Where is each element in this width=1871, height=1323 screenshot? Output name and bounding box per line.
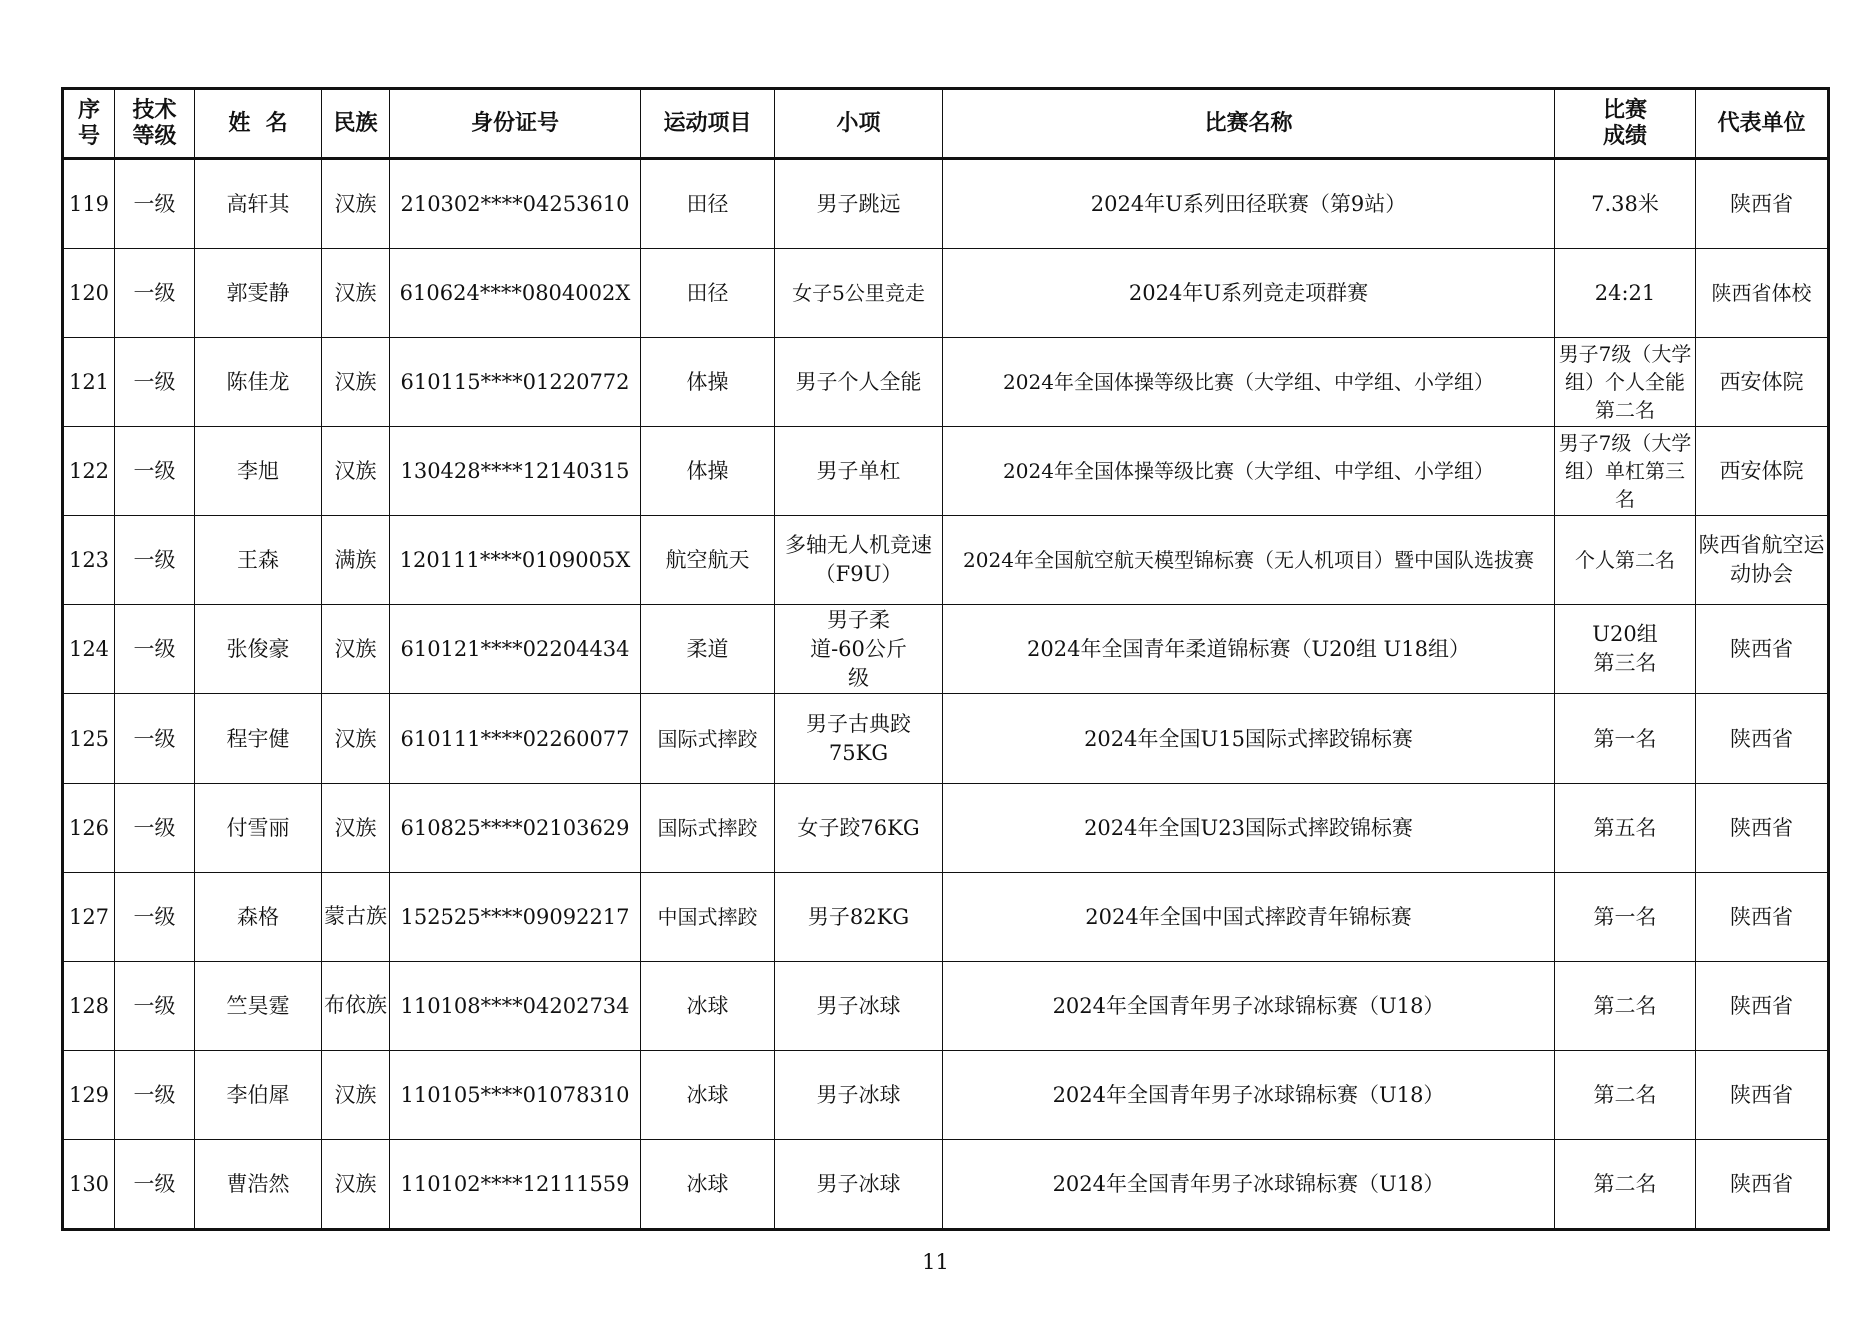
cell-level: 一级: [115, 338, 195, 427]
cell-ethnicity: 汉族: [322, 605, 390, 694]
cell-ethnicity: 布依族: [322, 961, 390, 1050]
cell-level: 一级: [115, 872, 195, 961]
cell-unit: 陕西省航空运动协会: [1696, 516, 1829, 605]
cell-event: 女子跤76KG: [775, 783, 943, 872]
table-row: [63, 249, 1829, 338]
table-row: [63, 516, 1829, 605]
cell-sport: 中国式摔跤: [641, 872, 775, 961]
cell-id: 110105****01078310: [390, 1050, 641, 1139]
cell-event: 多轴无人机竞速（F9U）: [775, 516, 943, 605]
cell-name: 森格: [195, 872, 322, 961]
cell-level: 一级: [115, 783, 195, 872]
cell-seq: 124: [63, 605, 115, 694]
header-id: 身份证号: [390, 89, 641, 159]
cell-ethnicity: 汉族: [322, 427, 390, 516]
cell-name: 郭雯静: [195, 249, 322, 338]
cell-name: 高轩其: [195, 159, 322, 249]
cell-competition: 2024年全国体操等级比赛（大学组、中学组、小学组）: [943, 427, 1555, 516]
cell-ethnicity: 汉族: [322, 1050, 390, 1139]
table-row: [63, 872, 1829, 961]
cell-event: 男子82KG: [775, 872, 943, 961]
cell-seq: 128: [63, 961, 115, 1050]
cell-sport: 冰球: [641, 1139, 775, 1229]
cell-seq: 123: [63, 516, 115, 605]
cell-unit: 陕西省: [1696, 605, 1829, 694]
table-row: [63, 1139, 1829, 1229]
table-row: [63, 427, 1829, 516]
header-ethnicity: 民族: [322, 89, 390, 159]
athlete-table: [61, 87, 1830, 1231]
cell-id: 110108****04202734: [390, 961, 641, 1050]
cell-unit: 陕西省: [1696, 1050, 1829, 1139]
cell-level: 一级: [115, 605, 195, 694]
header-level: 技术等级: [115, 89, 195, 159]
cell-sport: 冰球: [641, 1050, 775, 1139]
table-row: [63, 694, 1829, 783]
cell-event: 男子跳远: [775, 159, 943, 249]
table-row: [63, 783, 1829, 872]
cell-result: 男子7级（大学组）个人全能第二名: [1555, 338, 1696, 427]
cell-sport: 田径: [641, 249, 775, 338]
cell-name: 程宇健: [195, 694, 322, 783]
table-row: [63, 338, 1829, 427]
cell-ethnicity: 蒙古族: [322, 872, 390, 961]
cell-competition: 2024年全国青年男子冰球锦标赛（U18）: [943, 961, 1555, 1050]
cell-competition: 2024年U系列竞走项群赛: [943, 249, 1555, 338]
cell-id: 152525****09092217: [390, 872, 641, 961]
cell-sport: 田径: [641, 159, 775, 249]
header-row: [63, 89, 1829, 159]
cell-competition: 2024年全国中国式摔跤青年锦标赛: [943, 872, 1555, 961]
cell-seq: 130: [63, 1139, 115, 1229]
header-sport: 运动项目: [641, 89, 775, 159]
cell-competition: 2024年U系列田径联赛（第9站）: [943, 159, 1555, 249]
cell-event: 男子单杠: [775, 427, 943, 516]
cell-sport: 体操: [641, 338, 775, 427]
cell-ethnicity: 汉族: [322, 783, 390, 872]
cell-level: 一级: [115, 427, 195, 516]
header-name: 姓 名: [195, 89, 322, 159]
cell-result: 24:21: [1555, 249, 1696, 338]
cell-competition: 2024年全国U15国际式摔跤锦标赛: [943, 694, 1555, 783]
cell-ethnicity: 汉族: [322, 338, 390, 427]
cell-unit: 陕西省: [1696, 783, 1829, 872]
cell-level: 一级: [115, 249, 195, 338]
cell-result: 第二名: [1555, 1139, 1696, 1229]
cell-competition: 2024年全国U23国际式摔跤锦标赛: [943, 783, 1555, 872]
cell-competition: 2024年全国航空航天模型锦标赛（无人机项目）暨中国队选拔赛: [943, 516, 1555, 605]
cell-id: 110102****12111559: [390, 1139, 641, 1229]
cell-name: 李旭: [195, 427, 322, 516]
cell-event: 男子古典跤75KG: [775, 694, 943, 783]
cell-unit: 陕西省: [1696, 961, 1829, 1050]
cell-event: 男子个人全能: [775, 338, 943, 427]
cell-event: 男子冰球: [775, 1050, 943, 1139]
cell-event: 男子柔道-60公斤级: [775, 605, 943, 694]
cell-unit: 陕西省: [1696, 1139, 1829, 1229]
cell-competition: 2024年全国体操等级比赛（大学组、中学组、小学组）: [943, 338, 1555, 427]
cell-seq: 121: [63, 338, 115, 427]
cell-unit: 西安体院: [1696, 427, 1829, 516]
cell-id: 610115****01220772: [390, 338, 641, 427]
cell-seq: 129: [63, 1050, 115, 1139]
table-row: [63, 605, 1829, 694]
cell-sport: 航空航天: [641, 516, 775, 605]
cell-event: 男子冰球: [775, 961, 943, 1050]
cell-sport: 柔道: [641, 605, 775, 694]
cell-unit: 陕西省体校: [1696, 249, 1829, 338]
cell-sport: 冰球: [641, 961, 775, 1050]
cell-seq: 125: [63, 694, 115, 783]
cell-result: 第一名: [1555, 694, 1696, 783]
cell-level: 一级: [115, 1050, 195, 1139]
cell-name: 陈佳龙: [195, 338, 322, 427]
cell-ethnicity: 汉族: [322, 159, 390, 249]
page-number: 11: [922, 1250, 949, 1274]
cell-unit: 陕西省: [1696, 694, 1829, 783]
table-row: [63, 1050, 1829, 1139]
cell-ethnicity: 汉族: [322, 694, 390, 783]
cell-name: 李伯犀: [195, 1050, 322, 1139]
cell-name: 付雪丽: [195, 783, 322, 872]
cell-seq: 120: [63, 249, 115, 338]
cell-seq: 127: [63, 872, 115, 961]
cell-unit: 西安体院: [1696, 338, 1829, 427]
cell-result: 第一名: [1555, 872, 1696, 961]
cell-seq: 122: [63, 427, 115, 516]
cell-id: 610624****0804002X: [390, 249, 641, 338]
cell-level: 一级: [115, 1139, 195, 1229]
cell-ethnicity: 满族: [322, 516, 390, 605]
cell-id: 130428****12140315: [390, 427, 641, 516]
cell-result: 男子7级（大学组）单杠第三名: [1555, 427, 1696, 516]
cell-result: 第二名: [1555, 961, 1696, 1050]
cell-name: 张俊豪: [195, 605, 322, 694]
cell-ethnicity: 汉族: [322, 249, 390, 338]
header-event: 小项: [775, 89, 943, 159]
cell-level: 一级: [115, 159, 195, 249]
cell-result: 7.38米: [1555, 159, 1696, 249]
cell-name: 竺昊霆: [195, 961, 322, 1050]
cell-level: 一级: [115, 961, 195, 1050]
cell-sport: 国际式摔跤: [641, 783, 775, 872]
cell-result: U20组第三名: [1555, 605, 1696, 694]
cell-level: 一级: [115, 516, 195, 605]
header-result: 比赛成绩: [1555, 89, 1696, 159]
cell-name: 王森: [195, 516, 322, 605]
cell-competition: 2024年全国青年男子冰球锦标赛（U18）: [943, 1050, 1555, 1139]
cell-result: 个人第二名: [1555, 516, 1696, 605]
cell-seq: 126: [63, 783, 115, 872]
cell-id: 120111****0109005X: [390, 516, 641, 605]
header-unit: 代表单位: [1696, 89, 1829, 159]
cell-sport: 国际式摔跤: [641, 694, 775, 783]
cell-ethnicity: 汉族: [322, 1139, 390, 1229]
cell-event: 男子冰球: [775, 1139, 943, 1229]
cell-result: 第二名: [1555, 1050, 1696, 1139]
cell-competition: 2024年全国青年柔道锦标赛（U20组 U18组）: [943, 605, 1555, 694]
cell-id: 210302****04253610: [390, 159, 641, 249]
cell-competition: 2024年全国青年男子冰球锦标赛（U18）: [943, 1139, 1555, 1229]
cell-id: 610111****02260077: [390, 694, 641, 783]
cell-name: 曹浩然: [195, 1139, 322, 1229]
cell-id: 610825****02103629: [390, 783, 641, 872]
cell-level: 一级: [115, 694, 195, 783]
header-seq: 序号: [63, 89, 115, 159]
cell-id: 610121****02204434: [390, 605, 641, 694]
cell-unit: 陕西省: [1696, 159, 1829, 249]
cell-seq: 119: [63, 159, 115, 249]
header-competition: 比赛名称: [943, 89, 1555, 159]
cell-unit: 陕西省: [1696, 872, 1829, 961]
table-row: [63, 159, 1829, 249]
cell-result: 第五名: [1555, 783, 1696, 872]
cell-sport: 体操: [641, 427, 775, 516]
table-row: [63, 961, 1829, 1050]
cell-event: 女子5公里竞走: [775, 249, 943, 338]
